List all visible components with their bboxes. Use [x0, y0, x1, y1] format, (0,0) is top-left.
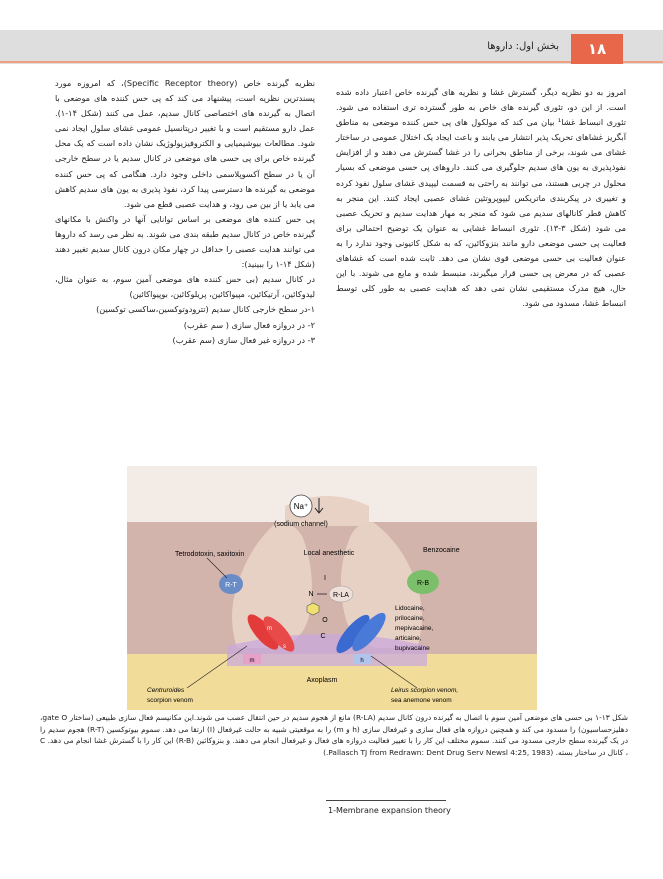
m-block-label: m — [249, 658, 255, 664]
list-item: در کانال سدیم (بی حس کننده های موضعی آمین سوم، به عنوان مثال، لیدوکائین، آرتیکائین، مپیواکائین، پریلوکائین، بوپیواکائین) — [55, 274, 315, 300]
page-header-band — [0, 30, 663, 64]
axoplasm-label: Axoplasm — [306, 677, 338, 684]
figure-caption: شکل ۱۳-۱ بی حسی های موضعی آمین سوم با اتصال به گیرنده درون کانال سدیم (R-LA) مانع از هجوم سدیم در حین انتقال عصب می شوند.این مکانیسم فعال سازی طبیعی (ساختار gate O، دهلیزحساسیون) را مسدود می کند و همچنین دروازه های فعال سازی و غیرفعال سازی (h و m) را به موقعیتی شبیه به حالت غیرفعال (I) ارتقا می دهد. سموم بیوتوکسین (R-T) هجوم سدیم را در یک گیرنده سطح خارجی مسدود می کنند. سموم مختلف این کار را با تغییر فعالیت دروازه های فعال و غیرفعال انجام می دهند. و بنزوکائین (R-B) این کار را با گسترش غشا انجام می دهد. C ، کانال در ساختار بسته. (Pallasch TJ from Redrawn: Dent Drug Serv Newsl 4:25, 1983.) — [40, 713, 628, 757]
drug-item: prilocaine, — [395, 615, 425, 622]
tetrodotoxin-label: Tetrodotoxin, saxitoxin — [175, 551, 245, 558]
header-rule — [0, 61, 663, 63]
drug-item: articaine, — [395, 635, 422, 642]
left-paragraph: نظریه گیرنده خاص (Specific Receptor theory)، که امروزه مورد پسندترین نظریه است، پیشنهاد می کند که پی حس کننده های موضعی با اتصال به گیرنده های اختصاصی کانال سدیم، عمل می کنند (شکل ۱۴-۱). عمل دارو مستقیم است و با تغییر درپتانسیل عمومی غشای سلول ایجاد نمی شود. مطالعات بیوشیمیایی و الکتروفیزیولوژیک نشان داده است که یک محل گیرنده خاص برای پی حسی های موضعی در کانال سدیم یا در سطح خارجی آن یا در سطح آکسوپلاسمی داخلی وجود دارد. هنگامی که پی حس کننده موضعی به گیرنده ها دسترسی پیدا کرد، نفوذ پذیری به یون های سدیم کاهش می یابد یا از بین می رود، و هدایت عصبی قطع می شود. — [55, 78, 315, 209]
list-item: ۱-در سطح خارجی کانال سدیم (تترودوتوکسین،ساکسی توکسین) — [96, 304, 315, 315]
sodium-channel-diagram — [127, 466, 537, 710]
local-anesthetic-molecule-icon — [307, 603, 319, 615]
rt-label: R-T — [225, 582, 237, 589]
left-column — [55, 76, 315, 348]
centruroides-sub: scorpion venom — [147, 697, 193, 704]
drug-item: mepivacaine, — [395, 625, 434, 632]
i-label: I — [324, 575, 326, 582]
local-anesthetic-label: Local anesthetic — [303, 550, 355, 557]
right-paragraph: امروز به دو نظریه دیگر، گسترش غشا و نظریه های گیرنده خاص اعتبار داده شده است. از این دو، تئوری گیرنده های خاص به طور گسترده تری استفاده می شود. تئوری انبساط غشا¹ بیان می کند که مولکول های پی حس کننده موضعی به مناطق آبگریز غشاهای تحریک پذیر انتشار می یابند و باعث ایجاد یک اختلال عمومی در ساختار غشای می شوند، برخی از مناطق بحرانی را در غشا گسترش می دهند و از افزایش نفوذپذیری به یون های سدیم جلوگیری می کنند. داروهای پی حسی موضعی که بسیار محلول در چربی هستند، می توانند به راحتی به قسمت لیپیدی غشای سلول نفوذ کرده و تغییری در پیکربندی ماتریکس لیپوپروتئین غشای عصبی ایجاد کنند. این منجر به کاهش قطر کانالهای سدیم می شود که منجر به مهار هدایت سدیم و تحریک عصبی می شود (شکل ۳-۱۳). تئوری انبساط غشایی به عنوان یک توضیح احتمالی برای فعالیت پی حسی موضعی دارو مانند بنزوکائین، که به شکل کاتیونی وجود ندارد را به عنوان فعالیت بی حسی موضعی قوی نشان می دهد. ثابت شده است که غشاهای عصبی که در معرض پی حسی قرار میگیرند، منبسط شده و مایع می شوند. با این حال، هیچ مدرک مستقیمی نشان نمی دهد که هدایت عصبی به طور کلی توسط انبساط غشا، مسدود می شود. — [336, 87, 627, 309]
footnote: 1-Membrane expansion theory — [328, 806, 451, 815]
o-label: O — [322, 617, 328, 624]
list-item: ۳- در دروازه غیر فعال سازی (سم عقرب) — [172, 334, 315, 345]
na-label: Na⁺ — [293, 502, 309, 511]
h-label: h — [360, 658, 364, 664]
right-column — [336, 85, 626, 311]
rb-label: R-B — [416, 580, 430, 587]
m-label: m — [267, 626, 272, 632]
sodium-channel-figure — [127, 466, 537, 710]
list-item: ۲- در دروازه فعال سازی ( سم عقرب) — [183, 319, 315, 330]
s-label: s — [283, 644, 286, 650]
drug-item: Lidocaine, — [395, 605, 425, 612]
leiurus-sub: sea anemone venom — [391, 697, 452, 704]
rla-label: R-LA — [333, 592, 349, 599]
benzocaine-label: Benzocaine — [423, 547, 460, 554]
c-label: C — [320, 633, 326, 640]
leiurus-label: Leirus scorpion venom, — [391, 687, 459, 694]
drug-item: bupivacaine — [395, 645, 430, 652]
sodium-channel-label: (sodium channel) — [274, 521, 328, 528]
centruroides-label: Centruroides — [147, 687, 185, 694]
page-number: ۱۸ — [571, 34, 623, 64]
section-title: بخش اول: داروها — [487, 41, 559, 52]
left-paragraph: پی حس کننده های موضعی بر اساس توانایی آنها در واکنش با مکانهای گیرنده خاص در کانال سدیم طبقه بندی می شوند. به نظر می رسد که داروها می توانند هدایت عصبی را حداقل در چهار مکان درون کانال سدیم تغییر دهند (شکل ۱۴-۱ را ببینید): — [55, 213, 315, 270]
n-label: N — [308, 591, 314, 598]
footnote-rule — [326, 800, 446, 801]
